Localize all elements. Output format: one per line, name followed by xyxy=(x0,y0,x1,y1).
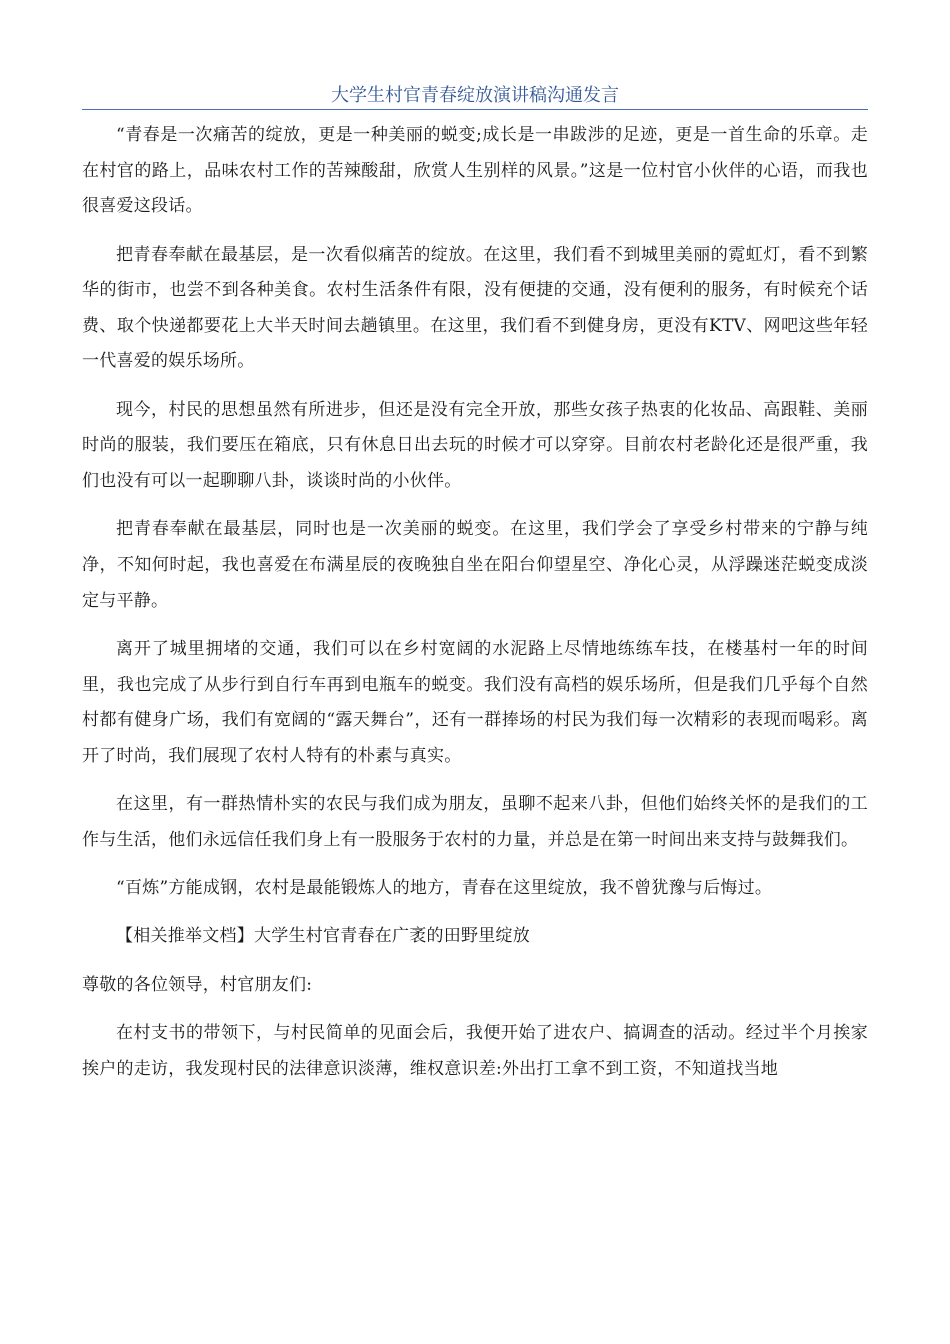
paragraph-2: 把青春奉献在最基层，是一次看似痛苦的绽放。在这里，我们看不到城里美丽的霓虹灯，看不到繁华的街市，也尝不到各种美食。农村生活条件有限，没有便捷的交通，没有便利的服务，有时候充个话费、取个快递都要花上大半天时间去趟镇里。在这里，我们看不到健身房，更没有KTV、网吧这些年轻一代喜爱的娱乐场所。 xyxy=(82,244,868,372)
paragraph-3: 现今，村民的思想虽然有所进步，但还是没有完全开放，那些女孩子热衷的化妆品、高跟鞋、美丽时尚的服装，我们要压在箱底，只有休息日出去玩的时候才可以穿穿。目前农村老龄化还是很严重，我们也没有可以一起聊聊八卦，谈谈时尚的小伙伴。 xyxy=(82,399,868,491)
paragraph-1: “青春是一次痛苦的绽放，更是一种美丽的蜕变;成长是一串跋涉的足迹，更是一首生命的乐章。走在村官的路上，品味农村工作的苦辣酸甜，欣赏人生别样的风景。”这是一位村官小伙伴的心语，而我也很喜爱这段话。 xyxy=(82,125,868,217)
document-body xyxy=(82,118,868,1100)
paragraph-6: 在这里，有一群热情朴实的农民与我们成为朋友，虽聊不起来八卦，但他们始终关怀的是我们的工作与生活，他们永远信任我们身上有一股服务于农村的力量，并总是在第一时间出来支持与鼓舞我们。 xyxy=(82,794,868,850)
paragraph-5: 离开了城里拥堵的交通，我们可以在乡村宽阔的水泥路上尽情地练练车技，在楼基村一年的时间里，我也完成了从步行到自行车再到电瓶车的蜕变。我们没有高档的娱乐场所，但是我们几乎每个自然村都有健身广场，我们有宽阔的“露天舞台”，还有一群捧场的村民为我们每一次精彩的表现而喝彩。离开了时尚，我们展现了农村人特有的朴素与真实。 xyxy=(82,638,868,766)
paragraph-7: “百炼”方能成钢，农村是最能锻炼人的地方，青春在这里绽放，我不曾犹豫与后悔过。 xyxy=(116,878,773,899)
title-underline xyxy=(82,109,868,110)
document-title: 大学生村官青春绽放演讲稿沟通发言 xyxy=(331,85,619,106)
paragraph-8: 在村支书的带领下，与村民简单的见面会后，我便开始了进农户、搞调查的活动。经过半个月挨家挨户的走访，我发现村民的法律意识淡薄，维权意识差:外出打工拿不到工资，不知道找当地 xyxy=(82,1023,868,1079)
paragraph-4: 把青春奉献在最基层，同时也是一次美丽的蜕变。在这里，我们学会了享受乡村带来的宁静与纯净，不知何时起，我也喜爱在布满星辰的夜晚独自坐在阳台仰望星空、净化心灵，从浮躁迷茫蜕变成淡定与平静。 xyxy=(82,519,868,611)
related-doc-heading: 【相关推举文档】大学生村官青春在广袤的田野里绽放 xyxy=(116,926,530,947)
salutation: 尊敬的各位领导，村官朋友们: xyxy=(82,974,313,995)
